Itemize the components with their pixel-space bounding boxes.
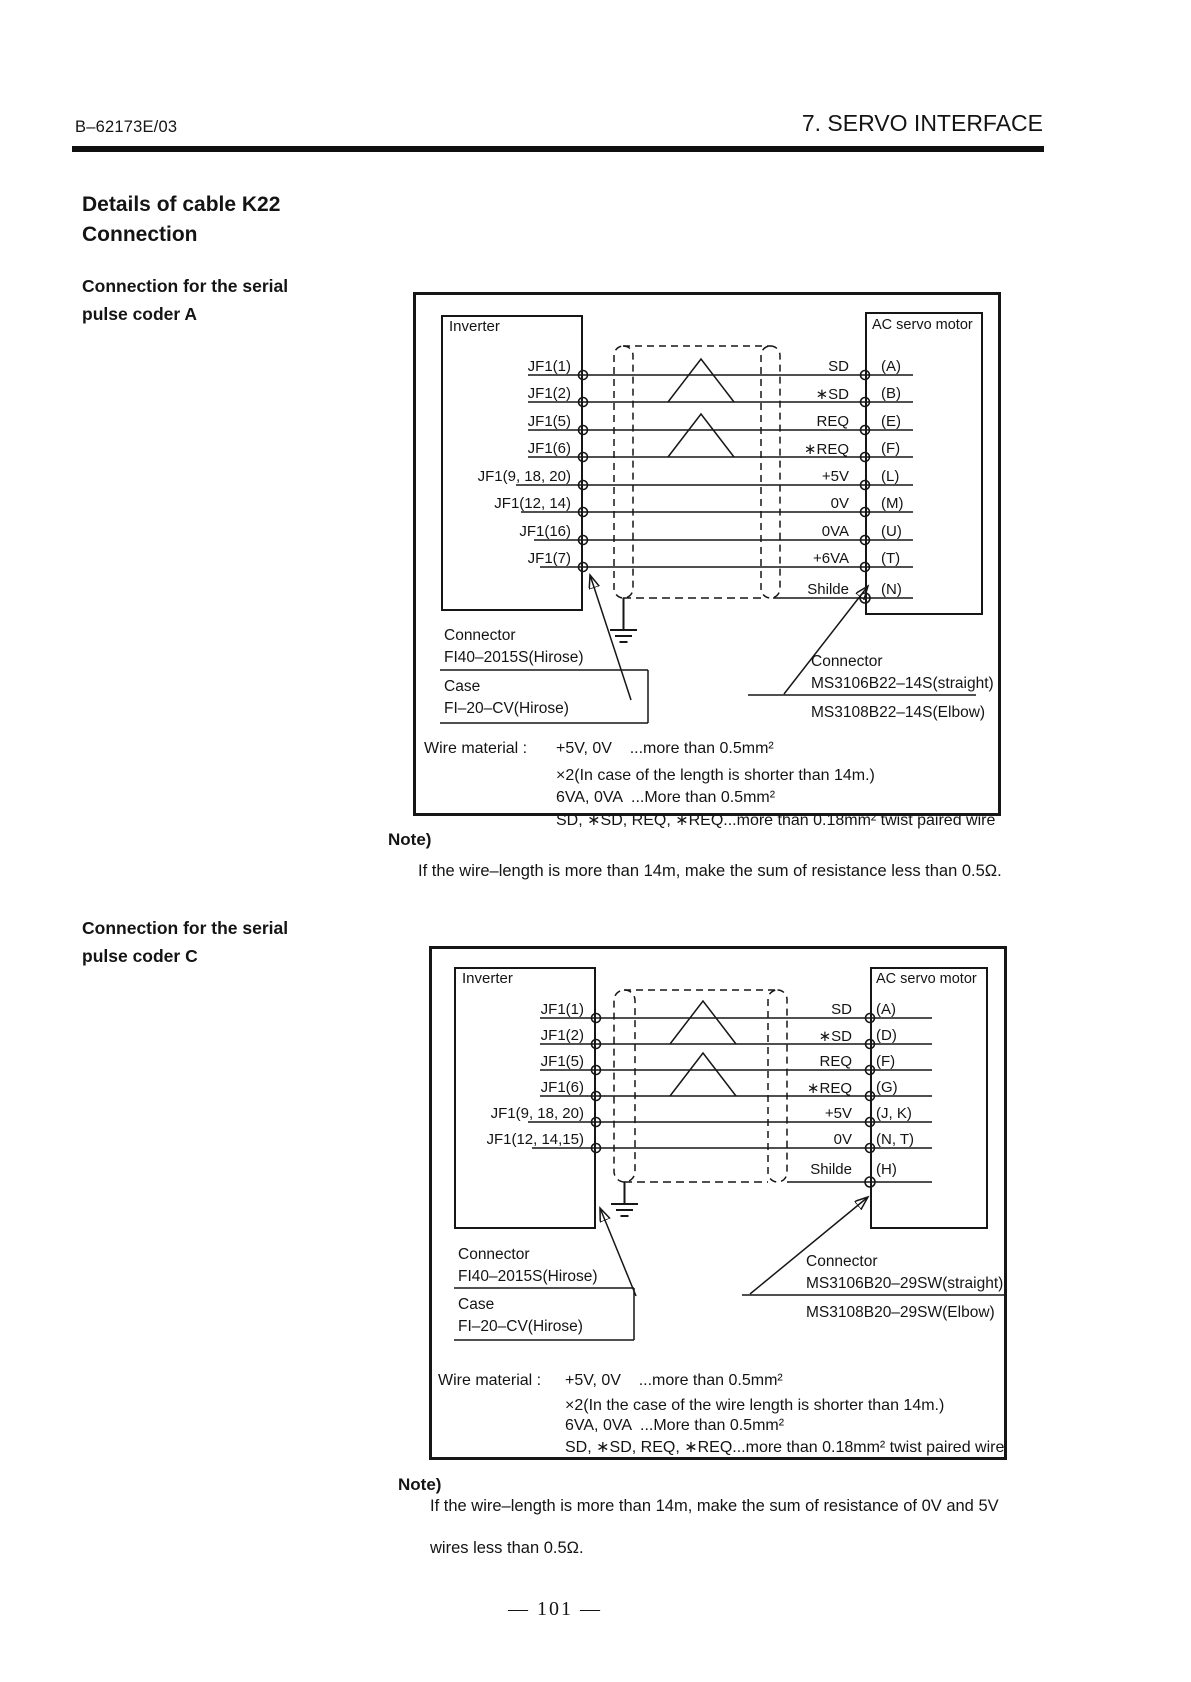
connector-title: Connector bbox=[458, 1246, 530, 1263]
wire-material-line: ×2(In case of the length is shorter than 14m.) bbox=[556, 767, 875, 784]
shield-motor-pin-label: (N) bbox=[881, 581, 902, 598]
arrow-to-inverter-connector-icon bbox=[600, 1208, 636, 1296]
inverter-case-callout bbox=[444, 676, 569, 720]
signal-label: 0V bbox=[830, 495, 849, 512]
motor-pin-label: (G) bbox=[876, 1079, 898, 1096]
signal-label: +5V bbox=[821, 468, 849, 485]
inverter-pin-label: JF1(1) bbox=[527, 358, 571, 375]
inverter-pin-label: JF1(12, 14,15) bbox=[486, 1131, 584, 1148]
motor-pin-label: (B) bbox=[881, 385, 901, 402]
motor-pin-label: (U) bbox=[881, 523, 902, 540]
page-number: — 101 — bbox=[508, 1598, 602, 1620]
signal-label: 0V bbox=[833, 1131, 852, 1148]
wire-material-label: Wire material : bbox=[424, 740, 528, 757]
motor-box-label: AC servo motor bbox=[872, 317, 973, 333]
section-heading-coder-a bbox=[82, 272, 288, 328]
inverter-pin-label: JF1(2) bbox=[540, 1027, 584, 1044]
inverter-box-label: Inverter bbox=[462, 970, 513, 987]
page-title-line2: Connection bbox=[82, 223, 198, 246]
section-c-heading-line2: pulse coder C bbox=[82, 946, 198, 966]
shield-label: Shilde bbox=[810, 1161, 852, 1178]
motor-pin-label: (F) bbox=[881, 440, 901, 457]
signal-label: +6VA bbox=[813, 550, 849, 567]
motor-pin-label: (J, K) bbox=[876, 1105, 912, 1122]
inverter-pin-label: JF1(9, 18, 20) bbox=[477, 468, 571, 485]
motor-connector-callout bbox=[806, 1251, 1003, 1324]
inverter-pin-label: JF1(7) bbox=[527, 550, 571, 567]
connector-title: Connector bbox=[444, 627, 516, 644]
note-label: Note) bbox=[388, 830, 432, 849]
motor-connector-callout bbox=[811, 651, 994, 724]
signal-label: ∗REQ bbox=[806, 1080, 852, 1097]
inverter-pin-label: JF1(1) bbox=[540, 1001, 584, 1018]
case-model: FI–20–CV(Hirose) bbox=[444, 700, 569, 717]
section-c-heading-line1: Connection for the serial bbox=[82, 918, 289, 938]
note-text-line2: wires less than 0.5Ω. bbox=[430, 1539, 584, 1557]
wiring-diagram-coder-c bbox=[429, 946, 1007, 1460]
ground-icon bbox=[611, 1182, 638, 1216]
motor-pin-label: (T) bbox=[881, 550, 901, 567]
inverter-pin-label: JF1(16) bbox=[519, 523, 571, 540]
inverter-pin-label: JF1(12, 14) bbox=[494, 495, 571, 512]
case-title: Case bbox=[458, 1296, 495, 1313]
inverter-connector-callout bbox=[444, 625, 584, 669]
note-label: Note) bbox=[398, 1475, 442, 1494]
wire-material-line: 6VA, 0VA ...More than 0.5mm² bbox=[556, 789, 776, 806]
connector-model-straight: MS3106B22–14S(straight) bbox=[811, 675, 994, 692]
inverter-connector-callout bbox=[458, 1244, 598, 1288]
inverter-case-callout bbox=[458, 1294, 583, 1338]
inverter-pin-label: JF1(9, 18, 20) bbox=[490, 1105, 584, 1122]
motor-pin-label: (N, T) bbox=[876, 1131, 915, 1148]
connector-model-elbow: MS3108B20–29SW(Elbow) bbox=[806, 1304, 995, 1321]
connector-model-straight: MS3106B20–29SW(straight) bbox=[806, 1275, 1004, 1292]
signal-label: SD bbox=[828, 358, 849, 375]
inverter-pin-label: JF1(6) bbox=[540, 1079, 584, 1096]
case-title: Case bbox=[444, 678, 481, 695]
wire-material-line: 6VA, 0VA ...More than 0.5mm² bbox=[565, 1417, 785, 1434]
case-model: FI–20–CV(Hirose) bbox=[458, 1318, 583, 1335]
wire-material-line: SD, ∗SD, REQ, ∗REQ...more than 0.18mm² twist paired wire bbox=[565, 1439, 1005, 1456]
motor-pin-label: (L) bbox=[881, 468, 900, 485]
inverter-pin-label: JF1(5) bbox=[527, 413, 571, 430]
motor-pin-label: (A) bbox=[881, 358, 901, 375]
wire-material-line: +5V, 0V ...more than 0.5mm² bbox=[565, 1372, 783, 1389]
section-heading-coder-c bbox=[82, 914, 288, 970]
terminal-dots bbox=[579, 371, 871, 604]
signal-label: ∗SD bbox=[818, 1028, 852, 1045]
signal-label: ∗SD bbox=[815, 386, 849, 403]
page-title bbox=[82, 190, 280, 250]
connector-model: FI40–2015S(Hirose) bbox=[458, 1268, 598, 1285]
ground-icon bbox=[610, 598, 637, 642]
arrow-to-inverter-connector-icon bbox=[590, 575, 631, 700]
wire-material-line: SD, ∗SD, REQ, ∗REQ...more than 0.18mm² twist paired wire bbox=[556, 812, 996, 829]
signal-label: REQ bbox=[816, 413, 849, 430]
signal-label: REQ bbox=[819, 1053, 852, 1070]
connector-model-elbow: MS3108B22–14S(Elbow) bbox=[811, 704, 986, 721]
section-a-heading-line1: Connection for the serial bbox=[82, 276, 289, 296]
inverter-pin-label: JF1(5) bbox=[540, 1053, 584, 1070]
motor-pin-label: (A) bbox=[876, 1001, 896, 1018]
shield-label: Shilde bbox=[807, 581, 849, 598]
inverter-pin-label: JF1(6) bbox=[527, 440, 571, 457]
motor-pin-label: (D) bbox=[876, 1027, 897, 1044]
connector-title: Connector bbox=[811, 653, 883, 670]
note-text-line1: If the wire–length is more than 14m, make the sum of resistance of 0V and 5V bbox=[430, 1497, 999, 1515]
section-a-heading-line2: pulse coder A bbox=[82, 304, 198, 324]
inverter-pin-label: JF1(2) bbox=[527, 385, 571, 402]
shield-motor-pin-label: (H) bbox=[876, 1161, 897, 1178]
motor-box-label: AC servo motor bbox=[876, 971, 977, 987]
motor-pin-label: (F) bbox=[876, 1053, 896, 1070]
connector-model: FI40–2015S(Hirose) bbox=[444, 649, 584, 666]
wire-material-line: +5V, 0V ...more than 0.5mm² bbox=[556, 740, 774, 757]
wire-material-line: ×2(In the case of the wire length is shorter than 14m.) bbox=[565, 1397, 945, 1414]
note-text: If the wire–length is more than 14m, make the sum of resistance less than 0.5Ω. bbox=[418, 862, 1002, 880]
chapter-title: 7. SERVO INTERFACE bbox=[801, 110, 1043, 136]
motor-pin-label: (M) bbox=[881, 495, 904, 512]
wiring-diagram-coder-a bbox=[413, 292, 1001, 829]
signal-label: +5V bbox=[824, 1105, 852, 1122]
signal-label: SD bbox=[831, 1001, 852, 1018]
motor-pin-label: (E) bbox=[881, 413, 901, 430]
wire-material-label: Wire material : bbox=[438, 1372, 542, 1389]
inverter-box-label: Inverter bbox=[449, 318, 500, 335]
document-code: B–62173E/03 bbox=[75, 118, 178, 136]
signal-label: 0VA bbox=[821, 523, 849, 540]
header-rule bbox=[72, 146, 1044, 152]
connector-title: Connector bbox=[806, 1253, 878, 1270]
signal-label: ∗REQ bbox=[803, 441, 849, 458]
page-title-line1: Details of cable K22 bbox=[82, 193, 281, 216]
